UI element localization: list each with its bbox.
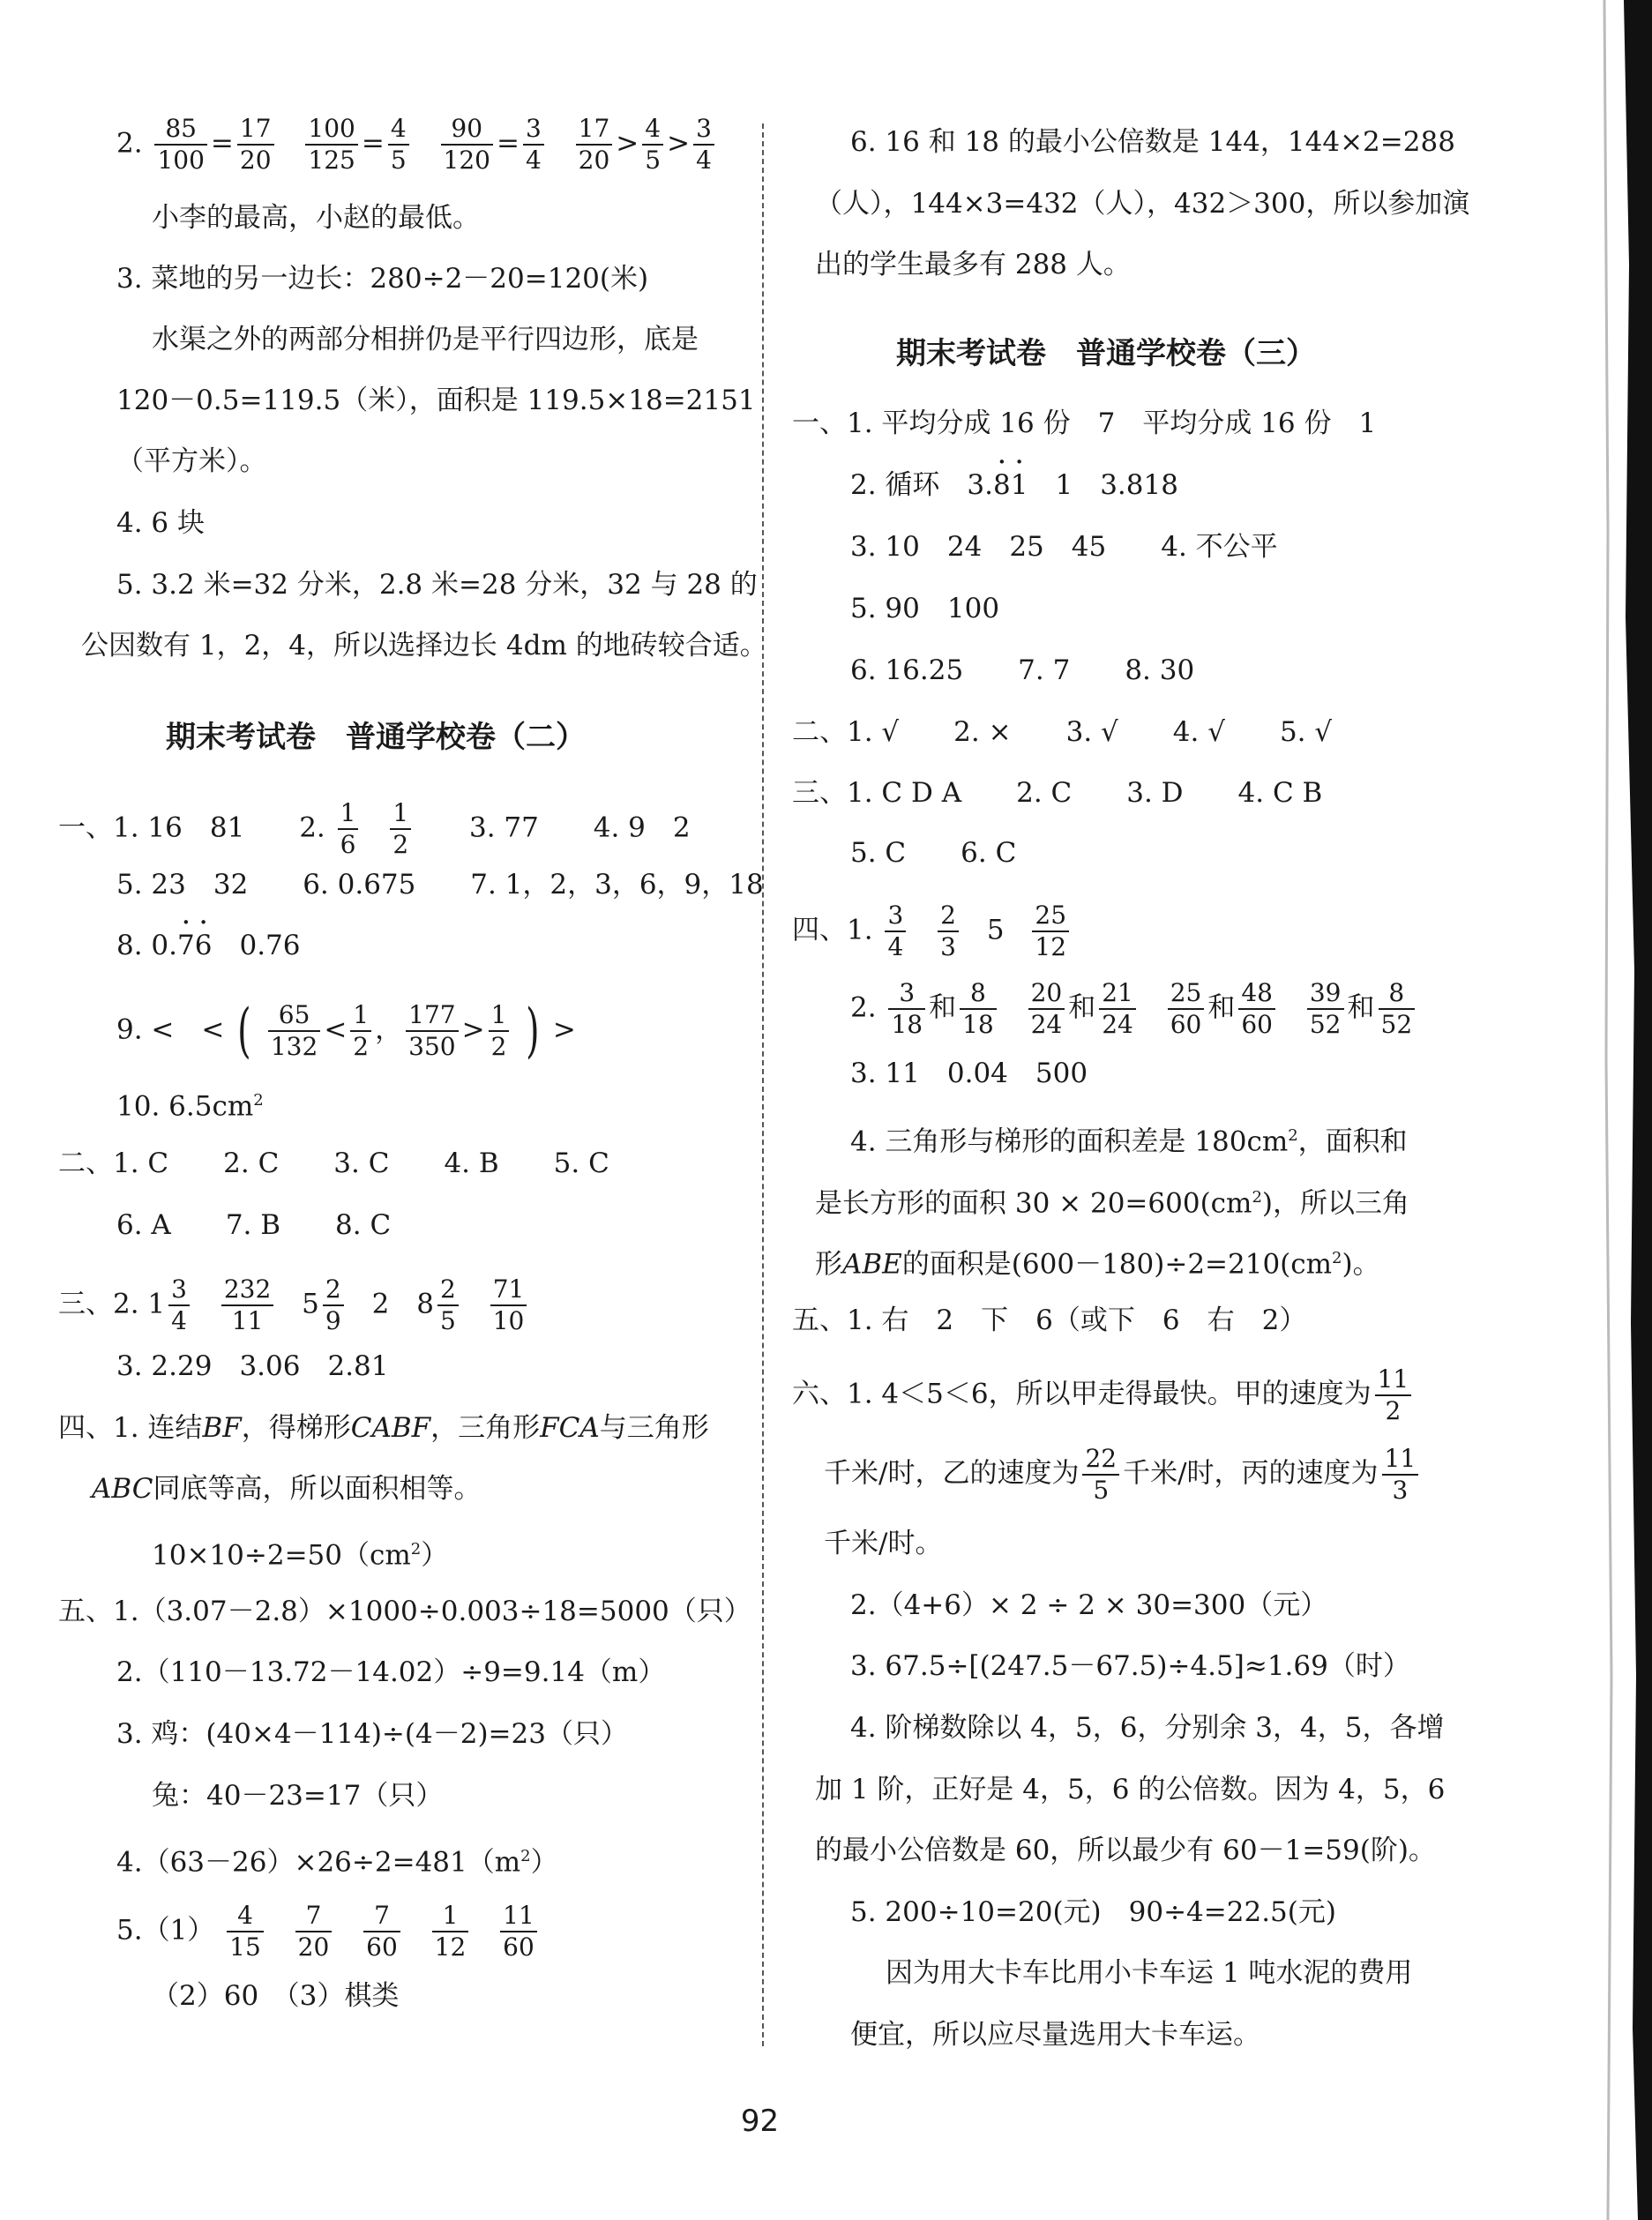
- text: )。: [1342, 1248, 1380, 1281]
- fraction: $\frac{7}{60}$: [363, 1903, 400, 1960]
- c2-line: 5. C 6. C: [850, 837, 1017, 869]
- s4-row-2: [92, 1469, 481, 1509]
- f2-line: 2.（4+6）× 2 ÷ 2 × 30=300（元）: [850, 1589, 1328, 1621]
- fraction: $\frac{11}{2}$: [1375, 1367, 1412, 1424]
- repeating-digit: · 8: [993, 465, 1011, 505]
- item-number: 2.: [116, 127, 143, 160]
- text: ，得梯形: [241, 1412, 351, 1444]
- fraction: $\frac{4}{5}$: [388, 116, 409, 173]
- text: 和: [929, 991, 957, 1024]
- fraction: $\frac{65}{132}$: [268, 1003, 320, 1059]
- fraction: $\frac{3}{18}$: [888, 981, 925, 1037]
- whole-number: 5: [302, 1288, 319, 1320]
- text: 形: [815, 1248, 842, 1281]
- text: 4. 三角形与梯形的面积差是 180cm: [850, 1125, 1289, 1158]
- s1-row-9: [116, 997, 576, 1065]
- text: 1 3.818: [1028, 469, 1178, 501]
- s3-row-1: [58, 1274, 530, 1335]
- fraction: $\frac{39}{52}$: [1307, 981, 1344, 1037]
- d3-line: 3. 11 0.04 500: [850, 1058, 1088, 1089]
- fraction: $\frac{3}{4}$: [885, 903, 906, 960]
- b1-line: 二、1. √ 2. × 3. √ 4. √ 5. √: [792, 716, 1333, 748]
- fraction: $\frac{3}{4}$: [693, 116, 714, 173]
- fraction: $\frac{3}{4}$: [168, 1277, 190, 1334]
- s3-row-2: 3. 2.29 3.06 2.81: [116, 1350, 389, 1382]
- superscript: 2: [520, 1847, 531, 1865]
- column-divider: [762, 123, 764, 2046]
- text: ，三角形: [430, 1412, 541, 1444]
- fraction: $\frac{4}{5}$: [642, 116, 663, 173]
- fraction: $\frac{7}{20}$: [295, 1903, 333, 1960]
- fraction: $\frac{1}{2}$: [489, 1003, 510, 1059]
- text: 同底等高，所以面积相等。: [153, 1473, 482, 1505]
- d4-line-b: [815, 1177, 1409, 1223]
- text: 与三角形: [599, 1412, 709, 1444]
- superscript: 2: [410, 1540, 422, 1558]
- page-edge-shadow: [1520, 0, 1652, 2220]
- r6-line-a: 6. 16 和 18 的最小公倍数是 144，144×2=288: [850, 126, 1455, 158]
- f5-line-c: 便宜，所以应尽量选用大卡车运。: [850, 2019, 1260, 2051]
- s5-row-4: [116, 1836, 558, 1882]
- section-title-paper-3: 期末考试卷 普通学校卷（三）: [896, 336, 1316, 371]
- fraction: $\frac{100}{125}$: [305, 116, 357, 173]
- a1-line: 一、1. 平均分成 16 份 7 平均分成 16 份 1: [792, 407, 1377, 439]
- left-line-3b: 水渠之外的两部分相拼仍是平行四边形，底是: [152, 324, 699, 355]
- fraction: $\frac{4}{15}$: [227, 1903, 264, 1960]
- symbol: >: [552, 1013, 576, 1046]
- s1-row-2: [116, 864, 764, 905]
- symbol: >: [461, 1013, 485, 1046]
- f4-line-a: 4. 阶梯数除以 4，5，6，分别余 3，4，5，各增: [850, 1712, 1445, 1744]
- s1-q9-a: 9. < <: [116, 1013, 225, 1046]
- fraction: $\frac{232}{11}$: [221, 1277, 273, 1334]
- f5-line-b: 因为用大卡车比用小卡车运 1 吨水泥的费用: [886, 1957, 1413, 1989]
- s1-q10: 10. 6.5cm: [116, 1090, 254, 1123]
- page-number: 92: [740, 2104, 780, 2139]
- text: 四、1. 连结: [58, 1412, 203, 1444]
- repeating-digit: · 1: [1011, 465, 1028, 505]
- s1-q8-a: 8. 0.: [116, 930, 178, 961]
- text: 千米/时，乙的速度为: [824, 1457, 1080, 1490]
- fraction: $\frac{1}{2}$: [390, 801, 411, 857]
- italic-label: ABC: [92, 1473, 153, 1505]
- s5-row-5b: （2）60 （3）棋类: [152, 1980, 400, 2012]
- d4-line-a: [850, 1116, 1408, 1162]
- fraction: $\frac{25}{12}$: [1032, 903, 1069, 960]
- text: 是长方形的面积 30 × 20=600(cm: [815, 1187, 1252, 1220]
- repeating-digit: · 7: [177, 925, 195, 966]
- text: )，所以三角: [1261, 1187, 1409, 1220]
- paren-close: ): [526, 997, 540, 1065]
- d4-line-c: [815, 1238, 1380, 1284]
- s2-row-1: 二、1. C 2. C 3. C 4. B 5. C: [58, 1147, 609, 1179]
- d2-line: [850, 978, 1418, 1039]
- s1-q8-d: 0.76: [212, 930, 301, 961]
- s3-mid: 2 8: [371, 1288, 435, 1320]
- text: 六、1. 4＜5＜6，所以甲走得最快。甲的速度为: [792, 1378, 1372, 1410]
- fraction: $\frac{1}{6}$: [338, 801, 359, 857]
- fraction: $\frac{1}{2}$: [350, 1003, 371, 1059]
- f1-line-b: [824, 1446, 1422, 1503]
- a2-line: [850, 465, 1178, 505]
- a5-line: 5. 90 100: [850, 593, 1000, 624]
- s1-q1: 一、1. 16 81: [58, 811, 245, 844]
- d2-label: 2.: [850, 991, 877, 1024]
- text: 2. 循环 3.: [850, 469, 994, 501]
- fraction: $\frac{3}{4}$: [523, 116, 544, 173]
- fraction: $\frac{17}{20}$: [576, 116, 613, 173]
- s1-row-10: [116, 1080, 264, 1126]
- fraction: $\frac{2}{5}$: [437, 1277, 459, 1334]
- fraction: $\frac{11}{3}$: [1382, 1446, 1419, 1503]
- fraction: $\frac{8}{52}$: [1379, 981, 1416, 1037]
- s1-q2-label: 2.: [299, 811, 325, 844]
- left-line-5a: 5. 3.2 米=32 分米，2.8 米=28 分米，32 与 28 的: [116, 569, 758, 601]
- a3-line: 3. 10 24 25 45 4. 不公平: [850, 531, 1278, 563]
- f5-line-a: 5. 200÷10=20(元) 90÷4=22.5(元): [850, 1896, 1336, 1928]
- s5-row-2: 2.（110－13.72－14.02）÷9=9.14（m）: [116, 1656, 666, 1688]
- s1-row-1: [58, 798, 691, 859]
- s4-row-1: [58, 1408, 709, 1448]
- r6-line-b: （人），144×3=432（人），432＞300，所以参加演: [815, 188, 1470, 220]
- left-line-5b: 公因数有 1，2，4，所以选择边长 4dm 的地砖较合适。: [81, 630, 767, 662]
- s5-row-1: 五、1.（3.07－2.8）×1000÷0.003÷18=5000（只）: [58, 1596, 751, 1627]
- repeating-digit: · 6: [195, 925, 213, 966]
- s1-q7: 7. 1，2，3，6，9，18: [470, 869, 764, 901]
- italic-label: BF: [202, 1412, 242, 1444]
- fraction: $\frac{2}{9}$: [323, 1277, 344, 1334]
- text: ，面积和: [1297, 1125, 1408, 1158]
- paren-open: (: [237, 997, 251, 1065]
- s1-q3: 3. 77: [469, 811, 539, 844]
- text: 10×10÷2=50（cm: [152, 1539, 411, 1572]
- f1-line-a: [792, 1364, 1415, 1425]
- section-title-paper-2: 期末考试卷 普通学校卷（二）: [166, 720, 586, 755]
- d1-line: [792, 903, 1073, 960]
- s4-row-3: [152, 1529, 448, 1575]
- fraction: $\frac{25}{60}$: [1168, 981, 1205, 1037]
- italic-label: CABF: [350, 1412, 431, 1444]
- fraction: $\frac{11}{60}$: [500, 1903, 537, 1960]
- s1-q4: 4. 9 2: [593, 811, 691, 844]
- s5-row-3b: 兔：40－23=17（只）: [152, 1780, 444, 1812]
- s5-q5-label: 5.（1）: [116, 1914, 215, 1947]
- italic-label: ABE: [842, 1248, 902, 1281]
- text: ）: [530, 1846, 558, 1879]
- s5-row-5: [116, 1903, 541, 1960]
- fraction: $\frac{177}{350}$: [406, 1003, 458, 1059]
- f4-line-b: 加 1 阶，正好是 4，5，6 的公倍数。因为 4，5，6: [815, 1774, 1446, 1805]
- italic-label: FCA: [540, 1412, 600, 1444]
- superscript: 2: [253, 1091, 264, 1110]
- text: 4.（63－26）×26÷2=481（m: [116, 1846, 521, 1879]
- symbol: <: [324, 1013, 348, 1046]
- s2-row-2: 6. A 7. B 8. C: [116, 1209, 392, 1241]
- text: ）: [421, 1539, 449, 1572]
- symbol: ，: [375, 1013, 403, 1046]
- r6-line-c: 出的学生最多有 288 人。: [815, 249, 1131, 280]
- superscript: 2: [1288, 1126, 1298, 1145]
- fraction: $\frac{8}{18}$: [960, 981, 997, 1037]
- left-line-4: 4. 6 块: [116, 507, 206, 539]
- text: 千米/时，丙的速度为: [1123, 1457, 1379, 1490]
- fraction: $\frac{48}{60}$: [1238, 981, 1275, 1037]
- f3-line: 3. 67.5÷[(247.5－67.5)÷4.5]≈1.69（时）: [850, 1650, 1410, 1682]
- a6-line: 6. 16.25 7. 7 8. 30: [850, 654, 1195, 686]
- text: 的面积是(600－180)÷2=210(cm: [901, 1248, 1333, 1281]
- superscript: 2: [1332, 1249, 1342, 1267]
- s1-q6: 6. 0.675: [303, 869, 416, 901]
- fraction: $\frac{20}{24}$: [1028, 981, 1065, 1037]
- fraction: $\frac{71}{10}$: [490, 1277, 527, 1334]
- left-line-3a: 3. 菜地的另一边长：280÷2－20=120(米): [116, 263, 649, 295]
- left-line-3d: （平方米）。: [116, 445, 267, 477]
- text: 和: [1347, 991, 1375, 1024]
- left-item-2-fractions: 2. $\frac{85}{100}$ = $\frac{17}{20}$ $\frac{100}{125}$ = $\frac{4}{5}$ $\frac{90}{120}$ = $\frac{3}{4}$ $\frac{17}{20}$ > $\frac{4}{5}$ > $\frac{3}{4}$: [116, 116, 718, 173]
- text: 和: [1207, 991, 1236, 1024]
- fraction: $\frac{1}{12}$: [432, 1903, 469, 1960]
- d1-label: 四、1.: [792, 914, 873, 946]
- c1-line: 三、1. C D A 2. C 3. D 4. C B: [792, 777, 1323, 809]
- fraction: $\frac{22}{5}$: [1082, 1446, 1119, 1503]
- e1-line: 五、1. 右 2 下 6（或下 6 右 2）: [792, 1304, 1307, 1336]
- fraction: $\frac{17}{20}$: [237, 116, 274, 173]
- fraction: $\frac{90}{120}$: [441, 116, 493, 173]
- s5-row-3a: 3. 鸡：(40×4－114)÷(4－2)=23（只）: [116, 1718, 628, 1750]
- fraction: $\frac{85}{100}$: [154, 116, 206, 173]
- fraction: $\frac{21}{24}$: [1099, 981, 1136, 1037]
- fraction: $\frac{2}{3}$: [938, 903, 959, 960]
- s1-row-8: [116, 925, 301, 966]
- left-line-3c: 120－0.5=119.5（米），面积是 119.5×18=2151: [116, 385, 756, 416]
- whole-number: 5: [986, 914, 1005, 946]
- s3-label: 三、2. 1: [58, 1288, 166, 1320]
- left-line-2b: 小李的最高，小赵的最低。: [152, 202, 480, 234]
- s1-q5: 5. 23 32: [116, 869, 249, 901]
- text: 和: [1068, 991, 1096, 1024]
- f4-line-c: 的最小公倍数是 60，所以最少有 60－1=59(阶)。: [815, 1835, 1436, 1866]
- f1-line-c: 千米/时。: [824, 1528, 943, 1559]
- superscript: 2: [1252, 1188, 1262, 1207]
